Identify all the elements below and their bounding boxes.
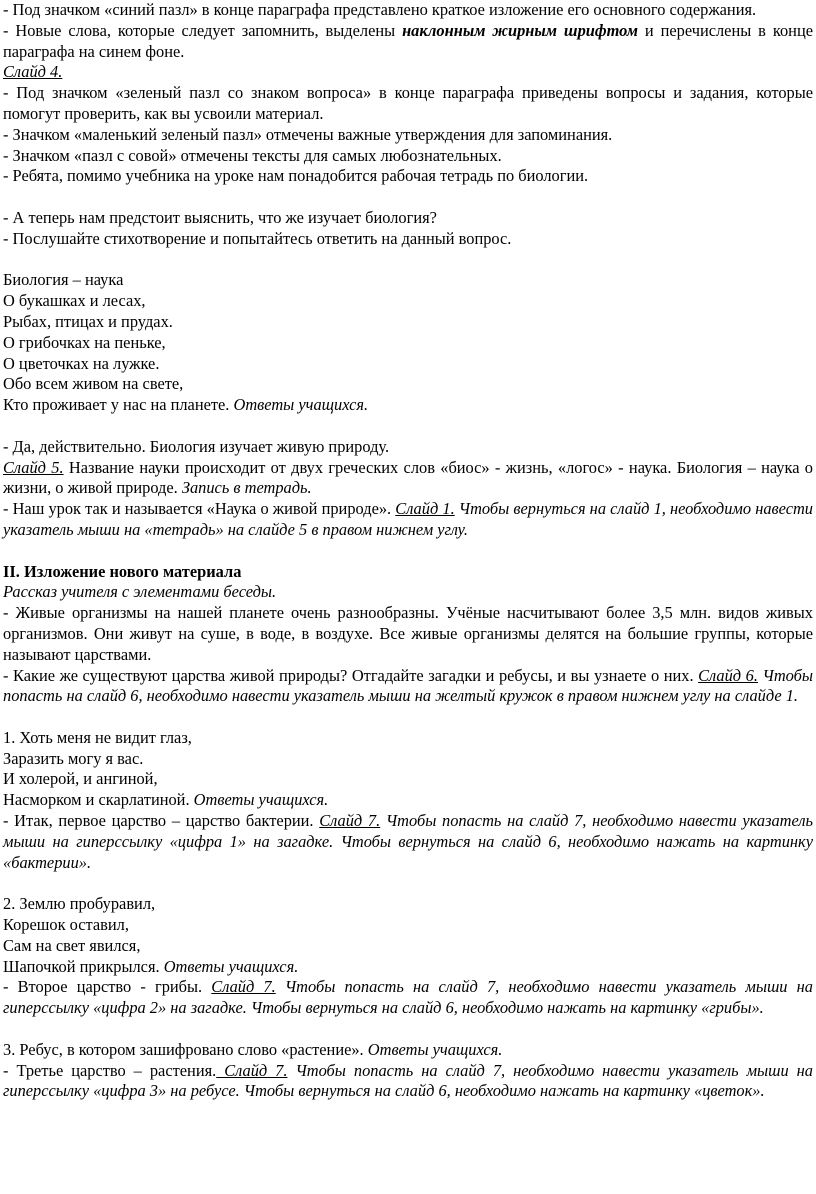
spacer bbox=[3, 873, 813, 894]
riddle-line bbox=[3, 790, 813, 811]
intro-paragraph-7: - А теперь нам предстоит выяснить, что же изучает биология? bbox=[3, 207, 437, 227]
intro-emphasis: наклонным жирным шрифтом bbox=[402, 20, 638, 40]
riddle-line: Корешок оставил, bbox=[3, 915, 129, 935]
after-poem-paragraph-3 bbox=[3, 499, 813, 541]
intro-text: и перечислены в конце параграфа на синем фоне. bbox=[3, 20, 813, 61]
poem-line: Обо всем живом на свете, bbox=[3, 374, 184, 394]
instruction-emphasis: Чтобы вернуться на слайд 1, необходимо навести указатель мыши на «тетрадь» на слайде 5 в правом нижнем углу. bbox=[3, 499, 813, 539]
paragraph-text: - Второе царство - грибы. bbox=[3, 977, 212, 997]
intro-paragraph-2 bbox=[3, 21, 813, 63]
slide-label: Слайд 4. bbox=[3, 62, 63, 82]
slide-label: Слайд 7. bbox=[216, 1060, 288, 1080]
riddle-line: 2. Землю пробуравил, bbox=[3, 894, 156, 914]
riddle-explanation bbox=[3, 1061, 813, 1103]
paragraph-text: - Какие же существуют царства живой природы? Отгадайте загадки и ребусы, и вы узнаете о них. bbox=[3, 665, 699, 685]
intro-paragraph-4: - Значком «маленький зеленый пазл» отмечены важные утверждения для запоминания. bbox=[3, 124, 613, 144]
instruction-emphasis: Чтобы попасть на слайд 7, необходимо навести указатель мыши на гиперссылку «цифра 2» на загадке. Чтобы вернуться на слайд 6, необходимо нажать на картинку «грибы». bbox=[3, 977, 813, 1018]
poem-text: Кто проживает у нас на планете. bbox=[3, 395, 234, 415]
document-page bbox=[3, 0, 813, 1102]
riddle-explanation bbox=[3, 977, 813, 1019]
slide-label: Слайд 7. bbox=[211, 977, 276, 997]
instruction-emphasis: Чтобы попасть на слайд 6, необходимо навести указатель мыши на желтый кружок в правом нижнем углу на слайде 1. bbox=[3, 665, 813, 706]
intro-paragraph-5: - Значком «пазл с совой» отмечены тексты для самых любознательных. bbox=[3, 145, 502, 165]
students-answer: Ответы учащихся. bbox=[163, 956, 299, 976]
students-answer: Ответы учащихся. bbox=[193, 790, 329, 810]
intro-text: - Новые слова, которые следует запомнить, выделены bbox=[3, 20, 403, 40]
intro-paragraph-1: - Под значком «синий пазл» в конце параграфа представлено краткое изложение его основного содержания. bbox=[3, 0, 757, 19]
spacer bbox=[3, 541, 813, 562]
poem-line: Рыбах, птицах и прудах. bbox=[3, 311, 173, 331]
riddle-line bbox=[3, 957, 813, 978]
section-paragraph-1: - Живые организмы на нашей планете очень разнообразны. Учёные насчитывают более 3,5 млн. видов живых организмов. Они живут на суше, в воде, в воздухе. Все живые организмы делятся на большие группы, которые называют царствами. bbox=[3, 603, 813, 664]
intro-paragraph-6: - Ребята, помимо учебника на уроке нам понадобится рабочая тетрадь по биологии. bbox=[3, 166, 589, 186]
spacer bbox=[3, 187, 813, 208]
riddle-line: 1. Хоть меня не видит глаз, bbox=[3, 727, 192, 747]
students-answer: Ответы учащихся. bbox=[233, 395, 369, 415]
poem-line: О букашках и лесах, bbox=[3, 291, 146, 311]
paragraph-text: - Третье царство – растения. bbox=[3, 1060, 217, 1080]
spacer bbox=[3, 1019, 813, 1040]
after-poem-paragraph-2 bbox=[3, 458, 813, 500]
riddle-line: Сам на свет явился, bbox=[3, 935, 141, 955]
spacer bbox=[3, 707, 813, 728]
riddle-line: Заразить могу я вас. bbox=[3, 748, 144, 768]
poem-line: О грибочках на пеньке, bbox=[3, 332, 166, 352]
slide-label: Слайд 5. bbox=[3, 457, 64, 477]
students-answer: Ответы учащихся. bbox=[367, 1039, 503, 1059]
riddle-text: Насморком и скарлатиной. bbox=[3, 790, 194, 810]
poem-line: Биология – наука bbox=[3, 270, 124, 290]
spacer bbox=[3, 416, 813, 437]
section-subheading: Рассказ учителя с элементами беседы. bbox=[3, 582, 277, 602]
riddle-text: Шапочкой прикрылся. bbox=[3, 956, 164, 976]
riddle-line: И холерой, и ангиной, bbox=[3, 769, 158, 789]
instruction-emphasis: Чтобы попасть на слайд 7, необходимо навести указатель мыши на гиперссылку «цифра 1» на загадке. Чтобы вернуться на слайд 6, необходимо нажать на картинку «бактерии». bbox=[3, 811, 813, 872]
slide-label: Слайд 7. bbox=[319, 811, 381, 831]
slide-ref-4 bbox=[3, 62, 813, 83]
paragraph-text: Название науки происходит от двух греческих слов «биос» - жизнь, «логос» - наука. Биология – наука о жизни, о живой природе. bbox=[3, 457, 813, 498]
instruction-emphasis: Чтобы попасть на слайд 7, необходимо навести указатель мыши на гиперссылку «цифра 3» на ребусе. Чтобы вернуться на слайд 6, необходимо нажать на картинку «цветок». bbox=[3, 1060, 814, 1101]
note-emphasis: Запись в тетрадь. bbox=[181, 478, 312, 498]
poem-line bbox=[3, 395, 813, 416]
riddle-line bbox=[3, 1040, 813, 1061]
intro-paragraph-3: - Под значком «зеленый пазл со знаком вопроса» в конце параграфа приведены вопросы и задания, которые помогут проверить, как вы усвоили материал. bbox=[3, 83, 813, 123]
section-paragraph-2 bbox=[3, 666, 813, 708]
spacer bbox=[3, 250, 813, 271]
paragraph-text: - Наш урок так и называется «Наука о живой природе». bbox=[3, 499, 396, 519]
paragraph-text: - Итак, первое царство – царство бактерии. bbox=[3, 811, 320, 831]
poem-line: О цветочках на лужке. bbox=[3, 353, 160, 373]
slide-label: Слайд 1. bbox=[395, 499, 455, 519]
after-poem-paragraph-1: - Да, действительно. Биология изучает живую природу. bbox=[3, 436, 390, 456]
section-heading: II. Изложение нового материала bbox=[3, 561, 242, 581]
riddle-explanation bbox=[3, 811, 813, 873]
slide-label: Слайд 6. bbox=[698, 665, 758, 685]
riddle-text: 3. Ребус, в котором зашифровано слово «растение». bbox=[3, 1039, 368, 1059]
intro-paragraph-8: - Послушайте стихотворение и попытайтесь ответить на данный вопрос. bbox=[3, 228, 512, 248]
